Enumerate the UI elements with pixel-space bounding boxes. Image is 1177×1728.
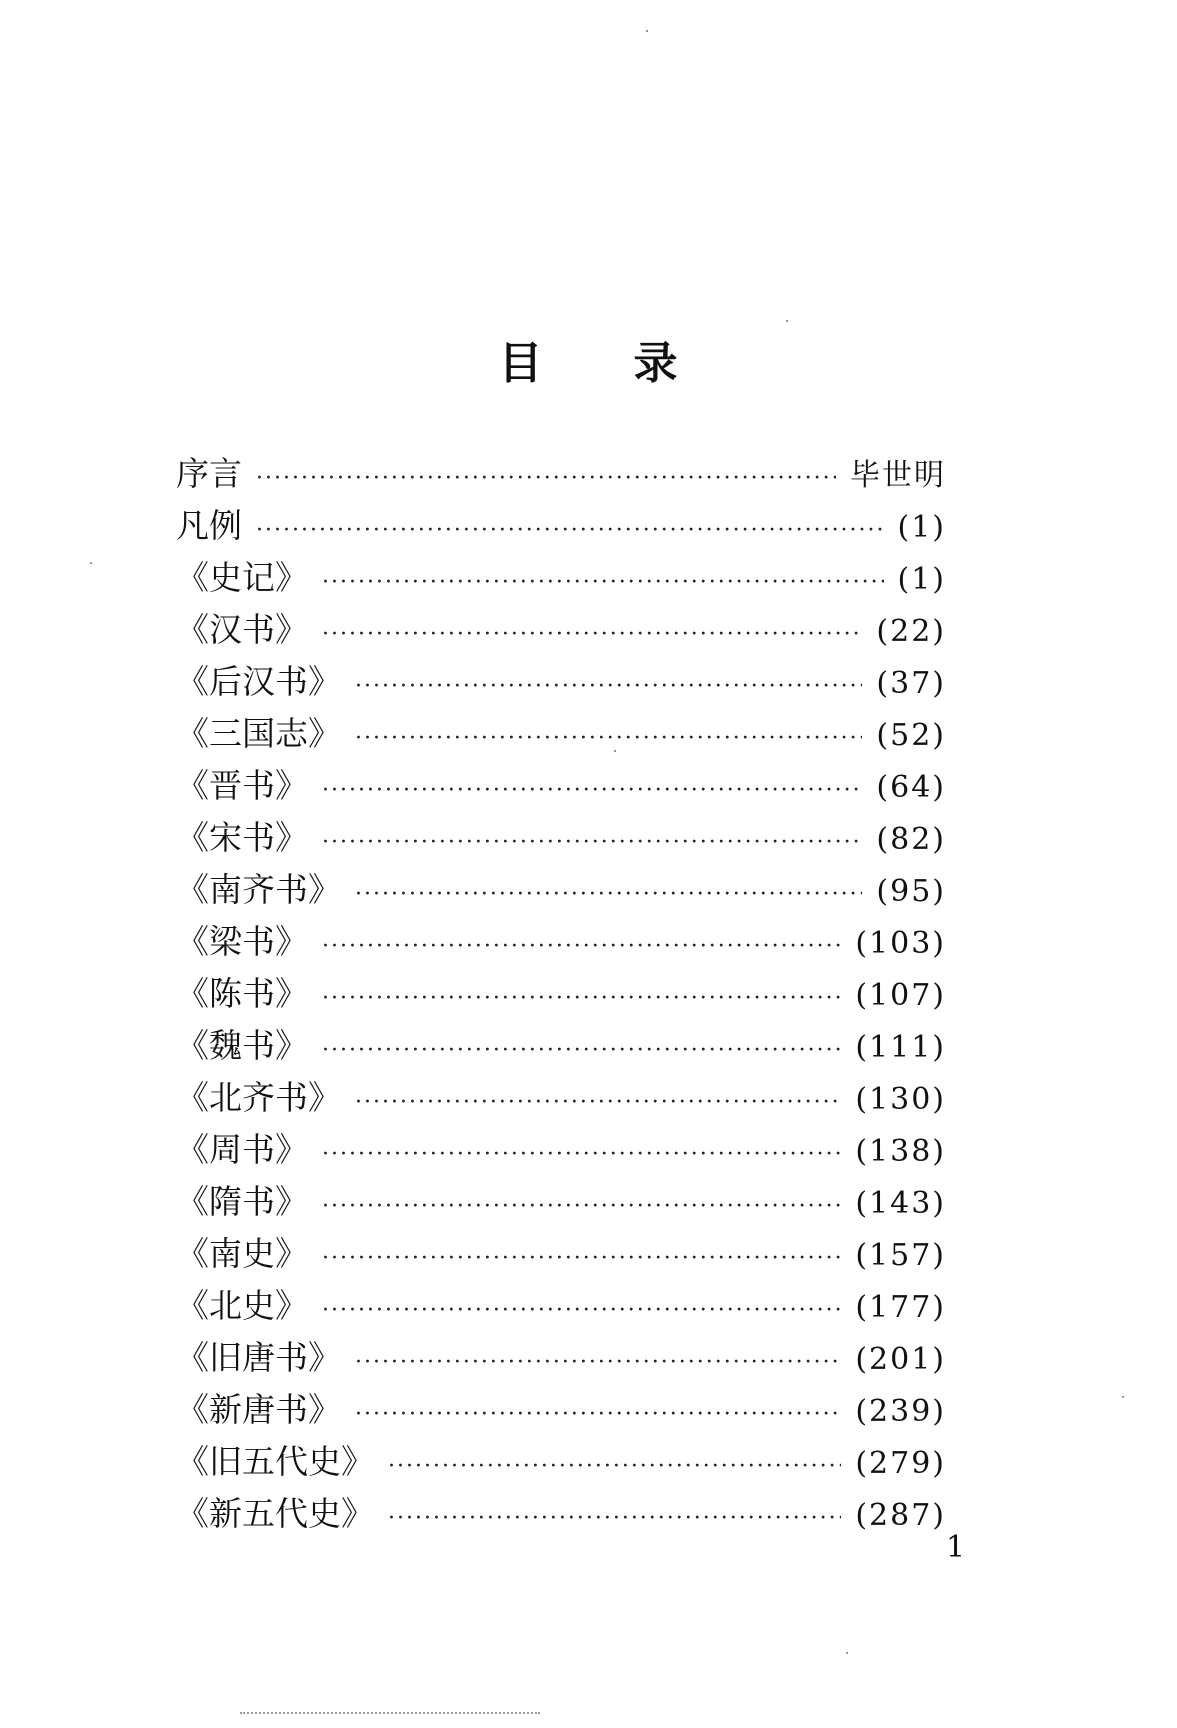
toc-entry-page: (279)	[855, 1446, 946, 1481]
toc-entry-label: 《三国志》	[176, 714, 341, 753]
toc-entry[interactable]	[176, 968, 946, 1020]
toc-entry-page: (103)	[855, 926, 946, 961]
table-of-contents	[176, 448, 946, 1540]
dot-leader	[355, 1077, 841, 1129]
toc-entry-label: 《后汉书》	[176, 662, 341, 701]
toc-entry[interactable]	[176, 1176, 946, 1228]
dot-leader	[322, 973, 841, 1025]
toc-entry-page: (201)	[855, 1342, 946, 1377]
toc-entry-label: 《宋书》	[176, 818, 308, 857]
toc-entry[interactable]	[176, 1124, 946, 1176]
toc-entry-page: (37)	[876, 666, 946, 701]
toc-entry-label: 《旧唐书》	[176, 1338, 341, 1377]
toc-entry[interactable]	[176, 864, 946, 916]
toc-entry-page: (157)	[855, 1238, 946, 1273]
toc-entry-page: (287)	[855, 1498, 946, 1533]
toc-entry[interactable]	[176, 1436, 946, 1488]
toc-entry-page: (130)	[855, 1082, 946, 1117]
toc-entry-page: (177)	[855, 1290, 946, 1325]
dot-leader	[322, 921, 841, 973]
toc-entry-page: (111)	[855, 1030, 946, 1065]
toc-entry[interactable]	[176, 1488, 946, 1540]
dot-leader	[355, 869, 862, 921]
toc-entry-label: 《南史》	[176, 1234, 308, 1273]
toc-entry-label: 《汉书》	[176, 610, 308, 649]
toc-entry[interactable]	[176, 552, 946, 604]
toc-entry-label: 序言	[176, 454, 242, 493]
toc-entry-label: 《梁书》	[176, 922, 308, 961]
dot-leader	[322, 1129, 841, 1181]
toc-entry[interactable]	[176, 500, 946, 552]
dot-leader	[388, 1441, 841, 1493]
dot-leader	[355, 713, 862, 765]
toc-entry[interactable]	[176, 1020, 946, 1072]
dot-leader	[388, 1493, 841, 1545]
dot-leader	[322, 817, 862, 869]
toc-entry[interactable]	[176, 448, 946, 500]
toc-entry-label: 《史记》	[176, 558, 308, 597]
dot-leader	[256, 453, 836, 505]
dot-leader	[322, 557, 884, 609]
scan-speck	[846, 1652, 848, 1654]
toc-entry-label: 《周书》	[176, 1130, 308, 1169]
toc-entry-label: 《隋书》	[176, 1182, 308, 1221]
scan-speck	[1122, 1396, 1124, 1398]
toc-entry-label: 《新唐书》	[176, 1390, 341, 1429]
toc-entry[interactable]	[176, 1332, 946, 1384]
toc-entry-label: 《魏书》	[176, 1026, 308, 1065]
dot-leader	[322, 1025, 841, 1077]
dot-leader	[322, 609, 862, 661]
toc-entry-page: (52)	[876, 718, 946, 753]
toc-entry-label: 《南齐书》	[176, 870, 341, 909]
toc-entry[interactable]	[176, 1228, 946, 1280]
toc-entry-page: (64)	[876, 770, 946, 805]
scan-speck	[646, 30, 648, 32]
page-number: 1	[946, 1530, 966, 1565]
toc-entry-page: (143)	[855, 1186, 946, 1221]
dot-leader	[322, 1233, 841, 1285]
toc-entry-label: 《北齐书》	[176, 1078, 341, 1117]
toc-entry-label: 凡例	[176, 506, 242, 545]
toc-entry-label: 《新五代史》	[176, 1494, 374, 1533]
scan-speck	[786, 320, 788, 322]
toc-entry[interactable]	[176, 708, 946, 760]
toc-entry-page: (1)	[897, 562, 946, 597]
toc-entry-label: 《晋书》	[176, 766, 308, 805]
toc-entry-label: 《陈书》	[176, 974, 308, 1013]
toc-entry-page: (95)	[876, 874, 946, 909]
toc-entry-page: 毕世明	[850, 458, 946, 493]
toc-entry[interactable]	[176, 1072, 946, 1124]
toc-entry-page: (107)	[855, 978, 946, 1013]
dot-leader	[322, 765, 862, 817]
toc-entry-page: (22)	[876, 614, 946, 649]
dot-leader	[355, 1337, 841, 1389]
toc-entry[interactable]	[176, 604, 946, 656]
toc-entry-label: 《北史》	[176, 1286, 308, 1325]
dot-leader	[355, 661, 862, 713]
page-title: 目 录	[498, 338, 679, 390]
toc-entry-label: 《旧五代史》	[176, 1442, 374, 1481]
dot-leader	[322, 1181, 841, 1233]
toc-entry[interactable]	[176, 916, 946, 968]
scan-noise	[240, 1712, 540, 1716]
dot-leader	[355, 1389, 841, 1441]
toc-entry-page: (1)	[897, 510, 946, 545]
dot-leader	[256, 505, 884, 557]
scan-speck	[614, 750, 616, 752]
toc-entry[interactable]	[176, 760, 946, 812]
scan-speck	[90, 562, 92, 564]
toc-entry[interactable]	[176, 1280, 946, 1332]
toc-entry[interactable]	[176, 812, 946, 864]
toc-entry-page: (138)	[855, 1134, 946, 1169]
toc-entry[interactable]	[176, 1384, 946, 1436]
toc-entry-page: (239)	[855, 1394, 946, 1429]
dot-leader	[322, 1285, 841, 1337]
toc-entry[interactable]	[176, 656, 946, 708]
toc-entry-page: (82)	[876, 822, 946, 857]
